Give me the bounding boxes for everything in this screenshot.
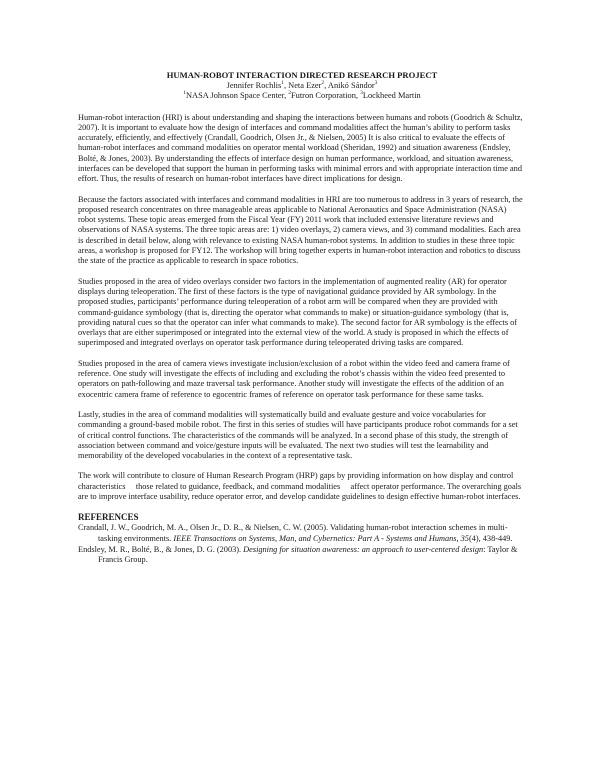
affiliation-separator: , (284, 91, 289, 100)
affiliation-superscript: 3 (360, 90, 363, 97)
paper-page (78, 70, 526, 566)
body-paragraph-intro: Human-robot interaction (HRI) is about understanding and shaping the interactions between humans and robots (Goodrich & Schultz, 2007). It is important to evaluate how the design of interfaces and command modalities affect the human’s ability to perform tasks accurately, efficiently, and effectively (Crandall, Goodrich, Olsen Jr., & Nielsen, 2005) It is also critical to evaluate the effects of human-robot interfaces and command modalities on operator mental workload (Sheridan, 1992) and situation awareness (Endsley, Bolté, & Jones, 2003). By understanding the effects of interface design on human performance, workload, and situation awareness, interfaces can be developed that support the human in performing tasks with minimal errors and with appropriate interaction time and effort. Thus, the results of research on human-robot interfaces have direct implications for design. (78, 112, 523, 184)
reference-journal: IEEE Transactions on Systems, Man, and Cybernetics: Part A - Systems and Humans, 35 (173, 533, 469, 543)
author-name: Anikó Sándor (327, 80, 375, 90)
affiliation-name: Lockheed Martin (362, 91, 421, 100)
author-separator: , (283, 80, 289, 90)
author-superscript: 1 (281, 79, 284, 86)
body-paragraph-topics: Because the factors associated with interfaces and command modalities in HRI are too numerous to address in 3 years of research, the proposed research concentrates on three manageable areas applicable to National Aeronautics and Space Administration (NASA) robot systems. These topic areas emerged from the Fiscal Year (FY) 2011 work that included extensive literature reviews and observations of NASA systems. The three topic areas are: 1) video overlays, 2) camera views, and 3) command modalities. Each area is described in detail below, along with relevance to existing NASA human-robot systems. In addition to studies in these three topic areas, a workshop is proposed for FY12. The workshop will bring together experts in human-robot interaction and robotics to discuss the state of the practice as applicable to research in space robotics. (78, 194, 523, 266)
author-superscript: 2 (321, 79, 325, 86)
affiliation-line (78, 91, 526, 102)
reference-item (78, 545, 526, 566)
body-paragraph-camera-views: Studies proposed in the area of camera views investigate inclusion/exclusion of a robot within the video feed and camera frame of reference. One study will investigate the effects of including and excluding the robot’s chassis within the video feed presented to operators on path-following and maze traversal task performance. Another study will investigate the effects of the addition of an exocentric camera frame of reference to egocentric frames of reference on operator task performance for these same tasks. (78, 358, 510, 399)
references-heading: REFERENCES (78, 512, 139, 523)
reference-item (78, 523, 526, 544)
reference-text: Endsley, M. R., Bolté, B., & Jones, D. G. (2003). (78, 544, 244, 554)
body-paragraph-video-overlays: Studies proposed in the area of video overlays consider two factors in the implementation of augmented reality (AR) for operator displays during teleoperation. The first of these factors is the type of navigational guidance provided by AR symbology. In the proposed studies, participants’ performance during teleoperation of a robot arm will be compared when they are provided with command-guidance symbology (that is, directing the operator what commands to make) or situation-guidance symbology (that is, providing natural cues so that the operator can infer what commands to make). The second factor for AR symbology is the effects of overlays that are either superimposed or integrated into the external view of the world. A study is proposed in which the effects of superimposed and integrated overlays on operator task performance during teleoperated driving tasks are compared. (78, 276, 518, 348)
affiliation-name: Futron Corporation (291, 91, 356, 100)
reference-text: (4), 438-449. (468, 533, 513, 543)
affiliation-superscript: 2 (288, 90, 291, 97)
author-superscript: 3 (374, 79, 378, 86)
author-name: Neta Ezer (288, 80, 322, 90)
paper-title: HUMAN-ROBOT INTERACTION DIRECTED RESEARCH PROJECT (166, 70, 438, 80)
author-name: Jennifer Rochlis (226, 80, 282, 90)
reference-text: Crandall, J. W., Goodrich, M. A., Olsen Jr., D. R., & Nielsen, C. W. (2005). Validating human-robot interaction schemes in multi-tasking environments. (78, 523, 508, 543)
affiliation-name: NASA Johnson Space Center (186, 91, 285, 100)
body-paragraph-contribution: The work will contribute to closure of Human Research Program (HRP) gaps by providing information on how display and control characteristics those related to guidance, feedback, and command modalities affect operator performance. The overarching goals are to improve interface usability, reduce operator error, and develop candidate guidelines to design effective human-robot interfaces. (78, 471, 524, 501)
affiliation-separator: , (355, 91, 361, 100)
reference-book-title: Designing for situation awareness: an approach to user-centered design (243, 544, 484, 554)
author-line (78, 81, 526, 92)
author-separator: , (324, 80, 328, 90)
body-paragraph-command-modalities: Lastly, studies in the area of command modalities will systematically build and evaluate gesture and voice vocabularies for commanding a ground-based mobile robot. The first in this series of studies will have participants produce robot commands for a set of critical control functions. The characteristics of the commands will be analyzed. In a second phase of this study, the strength of association between command and voice/gesture inputs will be evaluated. The next two studies will test the learnability and memorability of the developed vocabularies in the context of a representative task. (78, 409, 518, 461)
reference-text: : Taylor & Francis Group. (98, 544, 518, 565)
affiliation-superscript: 1 (183, 90, 186, 97)
